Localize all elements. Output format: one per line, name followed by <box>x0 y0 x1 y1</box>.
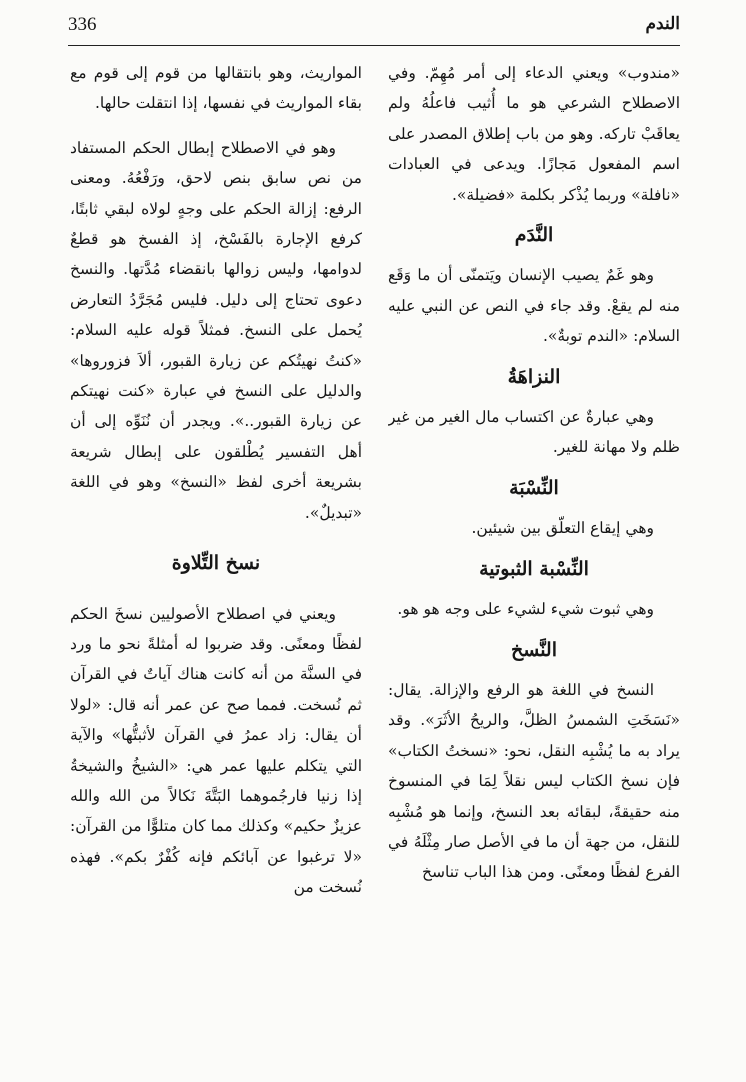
page-header <box>68 14 680 40</box>
entry-heading: النَّدَم <box>514 224 554 247</box>
paragraph: وهي إيقاع التعلّق بين شيئين. <box>471 519 654 538</box>
paragraph: وهو في الاصطلاح إبطال الحكم المستفاد من نص سابق بنص لاحق، ورَفْعُهُ. ومعنى الرفع: إزالة الحكم على وجهٍ لولاه لبقي ثابتًا، كرفع الإجارة بالفَسْخ، إذ الفسخ هو قطعٌ لدوامها، وليس زوالها بانقضاء مُدَّتها. والنسخ دعوى تحتاج إلى دليل. فليس مُجَرَّدُ التعارض يُحمل على النسخ. فمثلاً قوله عليه السلام: «كنتُ نهيتُكم عن زيارة القبور، ألاَ فزوروها» والدليل على النسخ في عبارة «كنت نهيتكم عن زيارة القبور..». ويجدر أن نُنَوِّه إلى أن أهل التفسير يُطْلقون على إبطال شريعة بشريعة أخرى لفظ «النسخ» وهو في اللغة «تبديلٌ». <box>70 138 362 522</box>
entry-heading: النِّسْبة الثبوتية <box>479 557 589 580</box>
header-rule <box>68 45 680 46</box>
entry-heading: النَّسخ <box>510 638 557 661</box>
paragraph: وهي ثبوت شيء لشيء على وجه هو هو. <box>397 600 654 619</box>
entry-heading: النِّسْبَة <box>509 476 559 499</box>
running-head: الندم <box>645 14 680 34</box>
right-column <box>388 58 680 1068</box>
paragraph: المواريث، وهو بانتقالها من قوم إلى قوم مع بقاء المواريث في نفسها، إذا انتقلت حالها. <box>70 64 362 113</box>
paragraph-gap <box>70 119 362 133</box>
paragraph: ويعني في اصطلاح الأصوليين نسخَ الحكم لفظًا ومعنًى. وقد ضربوا له أمثلةً نحو ما ورد في السنَّة من أنه كانت هناك آياتٌ في القرآن ثم نُسخت. فمما صح عن عمر أنه قال: «لولا أن يقال: زاد عمرُ في القرآن لأثبتُّها» والآية التي يتكلم عليها عمر هي: «الشيخُ والشيخةُ إذا زنيا فارجُموهما البَتَّةَ نَكالاً من الله والله عزيزٌ حكيم» وكذلك مما كان متلوًّا من القرآن: «لا ترغبوا عن آبائكم فإنه كُفْرٌ بكم». فهذه نُسخت من <box>70 604 362 897</box>
paragraph: «مندوب» ويعني الدعاء إلى أمر مُهِمّ. وفي الاصطلاح الشرعي هو ما أُثيب فاعلُهُ ولم يعاقَبْ تاركه. وهو من باب إطلاق المصدر على اسم المفعول مَجازًا. ويدعى في العبادات «نافلة» وربما يُذْكر بكلمة «فضيلة». <box>388 64 680 204</box>
entry-heading: النزاهَةُ <box>507 365 561 388</box>
page-number: 336 <box>68 14 97 35</box>
paragraph: النسخ في اللغة هو الرفع والإزالة. يقال: «نَسَخَتِ الشمسُ الظلَّ، والريحُ الأثَرَ». وقد يراد به ما يُشْبِه النقل، نحو: «نسختُ الكتاب» فإن نسخ الكتاب ليس نقلاً لِمَا في المنسوخ منه حقيقةً، لبقائه بعد النسخ، وإنما هو مُشْبِه للنقل، من جهة أن ما في الأصل صار مِثْلَهُ في الفرع لفظًا ومعنًى. ومن هذا الباب تناسخ <box>388 680 680 882</box>
left-column <box>70 58 362 1068</box>
paragraph: وهي عبارةٌ عن اكتساب مال الغير من غير ظلم ولا مهانة للغير. <box>388 408 680 457</box>
entry-heading: نسخ التِّلاوة <box>171 552 261 575</box>
paragraph: وهو غَمٌ يصيب الإنسان ويَتمنّى أن ما وَقَع منه لم يقعْ. وقد جاء في النص عن النبي عليه السلام: «الندم توبةٌ». <box>388 266 680 346</box>
